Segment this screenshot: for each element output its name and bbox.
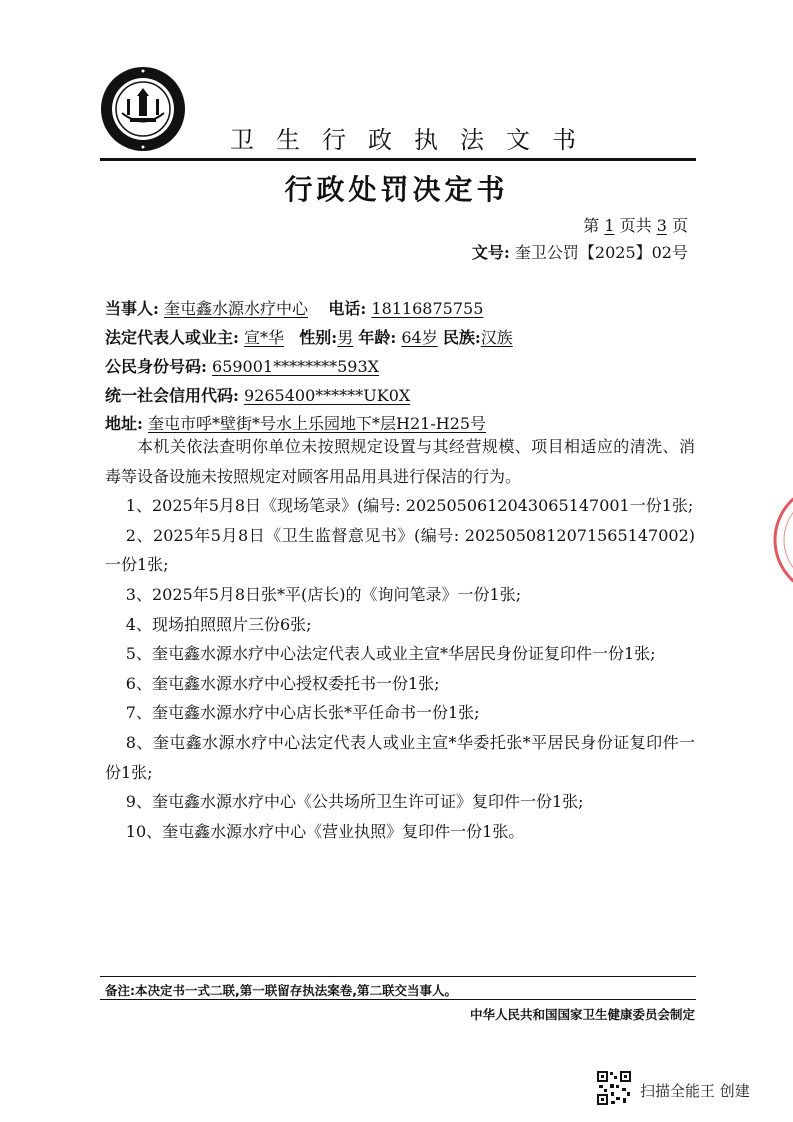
gender-value: 男 <box>337 328 354 347</box>
evidence-item: 2、2025年5月8日《卫生监督意见书》(编号: 20250508120715651470​02)一份1张; <box>105 525 695 575</box>
rep-label: 法定代表人或业主: <box>105 328 239 347</box>
id-label: 公民身份号码: <box>105 357 207 376</box>
party-label: 当事人: <box>105 299 159 318</box>
credit-code-row <box>105 383 410 406</box>
qr-code-icon <box>596 1070 632 1106</box>
party-row <box>105 296 483 319</box>
evidence-item: 3、2025年5月8日张*平(店长)的《询问笔录》一份1张; <box>125 584 522 604</box>
evidence-item: 6、奎屯鑫水源水疗中心授权委托书一份1张; <box>125 673 440 693</box>
rep-value: 宣*华 <box>244 328 285 347</box>
address-label: 地址: <box>105 414 143 433</box>
evidence-item: 1、2025年5月8日《现场笔录》(编号: 20250506120430651470​01一份1张; <box>125 496 694 516</box>
document-number <box>472 240 688 263</box>
age-value: 64岁 <box>401 328 438 347</box>
footer-maker: 中华人民共和国国家卫生健康委员会制定 <box>469 1007 695 1022</box>
red-seal-icon <box>770 480 793 600</box>
doc-no-label: 文号: <box>471 243 510 262</box>
age-label: 年龄: <box>358 328 397 347</box>
id-value: 659001********593X <box>212 357 380 376</box>
credit-label: 统一社会信用代码: <box>105 386 239 405</box>
gender-label: 性别: <box>299 328 338 347</box>
decision-body <box>105 432 695 846</box>
phone-value: 18116875755 <box>371 299 484 318</box>
intro-paragraph: 本机关依法查明你单位未按照规定设置与其经营规模、项目相适应的清洗、消毒等设备设施未按照规定对顾客用品用具进行保洁的行为。 <box>105 437 695 486</box>
health-inspection-emblem-icon <box>100 66 186 152</box>
footer-divider-top <box>100 976 696 977</box>
address-row <box>105 411 486 434</box>
phone-label: 电话: <box>328 299 367 318</box>
evidence-item: 8、奎屯鑫水源水疗中心法定代表人或业主宣*华委托张*平居民身份证复印件一份1张; <box>105 732 695 782</box>
header-divider <box>100 158 696 161</box>
evidence-item: 10、奎屯鑫水源水疗中心《营业执照》复印件一份1张。 <box>125 821 525 841</box>
party-value: 奎屯鑫水源水疗中心 <box>164 299 309 318</box>
evidence-item: 4、现场拍照照片三份6张; <box>125 614 312 634</box>
footer-note: 备注:本决定书一式二联,第一联留存执法案卷,第二联交当事人。 <box>105 983 457 998</box>
ethnic-value: 汉族 <box>480 328 513 347</box>
header-title: 卫生行政执法文书 <box>230 126 598 154</box>
document-title: 行政处罚决定书 <box>284 173 509 206</box>
page-total: 3 <box>656 216 667 235</box>
footer-divider-bottom <box>100 999 696 1000</box>
evidence-item: 5、奎屯鑫水源水疗中心法定代表人或业主宣*华居民身份证复印件一份1张; <box>125 644 656 664</box>
evidence-item: 7、奎屯鑫水源水疗中心店长张*平任命书一份1张; <box>125 703 480 723</box>
page-info <box>583 213 688 236</box>
id-row <box>105 354 379 377</box>
address-value: 奎屯市呼*壁街*号水上乐园地下*层H21-H25号 <box>148 414 487 433</box>
scanner-watermark: 扫描全能王 创建 <box>640 1082 750 1100</box>
page-current: 1 <box>604 216 615 235</box>
ethnic-label: 民族: <box>442 328 481 347</box>
doc-no-value: 奎卫公罚【2025】02号 <box>514 243 688 262</box>
evidence-item: 9、奎屯鑫水源水疗中心《公共场所卫生许可证》复印件一份1张; <box>125 792 584 812</box>
representative-row <box>105 325 513 348</box>
page-mid: 页共 <box>619 216 652 235</box>
page-suffix: 页 <box>671 216 688 235</box>
credit-value: 9265400******UK0X <box>244 386 411 405</box>
page-prefix: 第 <box>583 216 600 235</box>
